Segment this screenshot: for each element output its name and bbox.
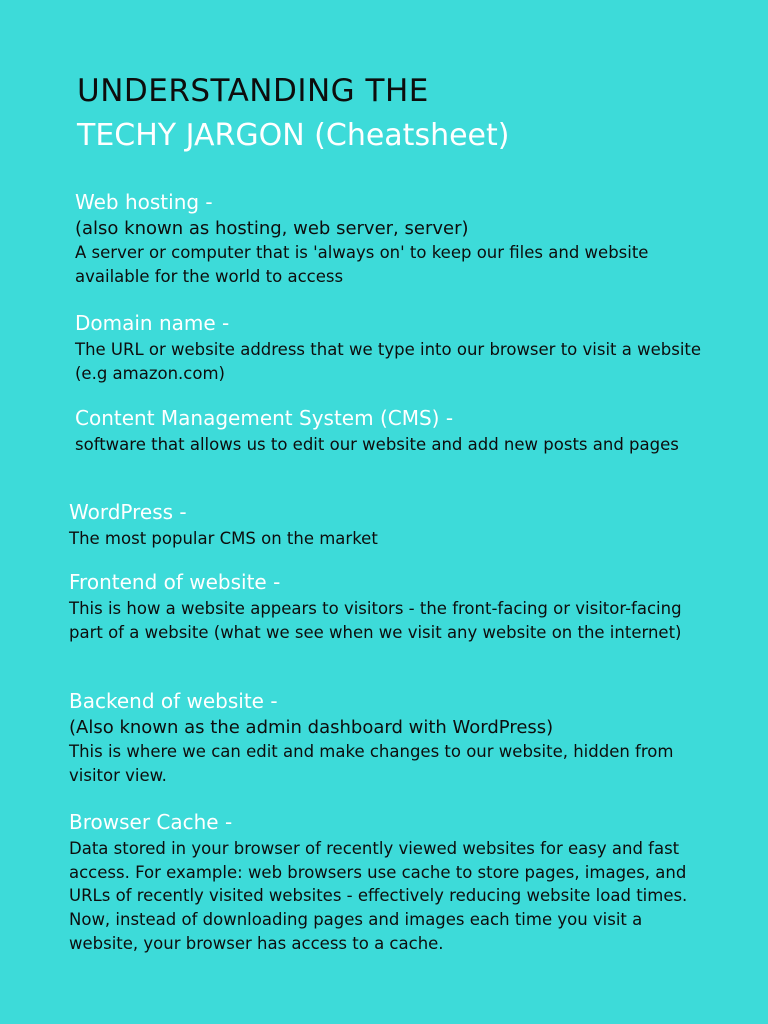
entry-web-hosting <box>75 189 705 288</box>
entry-cms <box>75 405 705 457</box>
term-description: This is where we can edit and make changes to our website, hidden from visitor view. <box>69 742 674 785</box>
entry-frontend <box>69 569 709 644</box>
term-description: A server or computer that is 'always on' to keep our files and website available for the world to access <box>75 243 649 286</box>
title-line-1: UNDERSTANDING THE <box>77 73 429 109</box>
term-heading: Browser Cache - <box>69 810 233 834</box>
page-title <box>77 72 509 154</box>
entry-backend <box>69 688 709 787</box>
term-heading: Web hosting - <box>75 190 213 214</box>
term-heading: Domain name - <box>75 311 230 335</box>
term-heading: Content Management System (CMS) - <box>75 406 454 430</box>
term-heading: Frontend of website - <box>69 570 281 594</box>
term-description: The most popular CMS on the market <box>69 529 378 548</box>
entry-domain-name <box>75 310 705 385</box>
term-description: Data stored in your browser of recently viewed websites for easy and fast access. For example: web browsers use cache to store pages, images, and URLs of recently visited websites - effectively reducing website load times. Now, instead of downloading pages and images each time you visit a website, your browser has access to a cache. <box>69 839 688 953</box>
term-aliases: (Also known as the admin dashboard with WordPress) <box>69 717 554 738</box>
entry-wordpress <box>69 499 699 551</box>
term-heading: Backend of website - <box>69 689 278 713</box>
term-description: The URL or website address that we type into our browser to visit a website (e.g amazon.com) <box>75 340 702 383</box>
term-aliases: (also known as hosting, web server, server) <box>75 218 469 239</box>
title-line-2: TECHY JARGON (Cheatsheet) <box>77 118 510 153</box>
entry-browser-cache <box>69 809 709 956</box>
term-description: software that allows us to edit our website and add new posts and pages <box>75 435 679 454</box>
term-description: This is how a website appears to visitors - the front-facing or visitor-facing part of a website (what we see when we visit any website on the internet) <box>69 599 682 642</box>
term-heading: WordPress - <box>69 500 187 524</box>
